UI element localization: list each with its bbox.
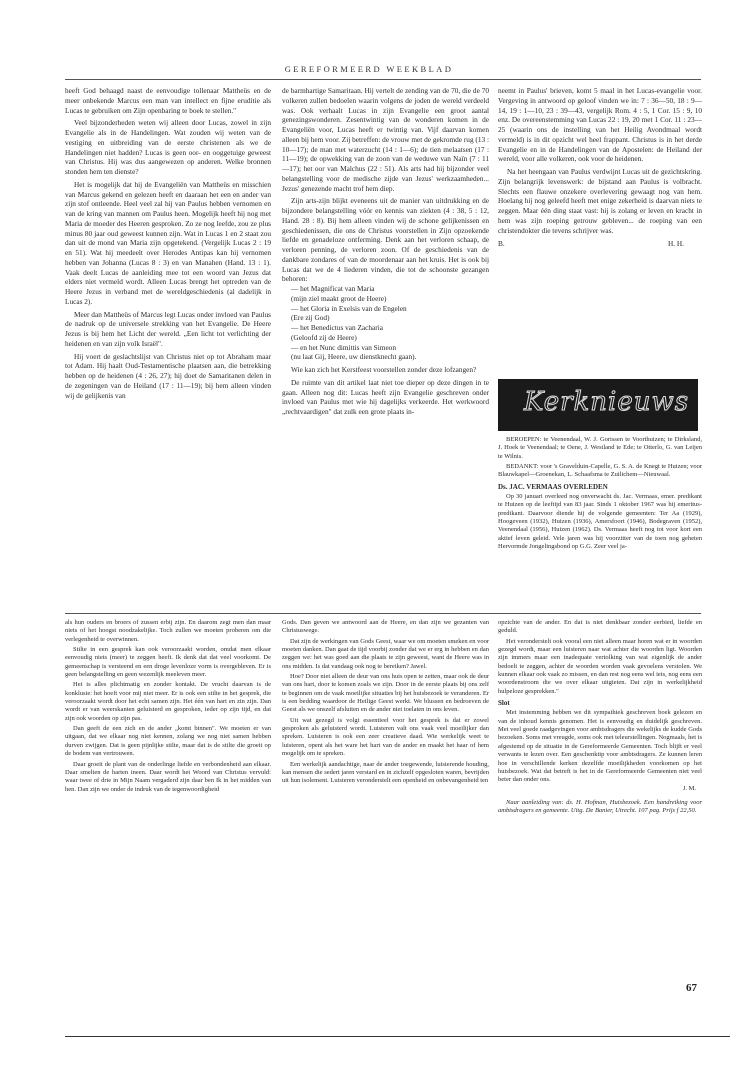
paragraph: Hij voert de geslachtslijst van Christus niet op tot Abraham maar tot Adam. Hij haalt Oud-Testamentische plaatsen aan, die betrekking hebben op de heidenen (4 : 26, 27); hij doet de Samaritanen delen in de zegeningen van de Heiland (17 : 11—19); bij hem alleen vinden wij de gelijkenis van <box>65 351 271 400</box>
header-rule <box>65 79 701 80</box>
paragraph: Een werkelijk aandachtige, naar de ander toegewende, luisterende houding, kan mensen die sedert jaren verstard en in zichzelf opgesloten waren, bevrijden uit hun isolement. Luisteren veronderstelt een openheid en onbevangenheid ten <box>282 760 489 785</box>
song-item: — het Gloria in Exelsis van de Engelen <box>291 303 407 313</box>
church-news <box>498 436 702 610</box>
upper-column-1 <box>65 86 271 608</box>
slot-body: Met instemming hebben we dit sympathiek geschreven boek gelezen en van de inhoud kennis genomen. Het is eenvoudig en duidelijk geschreven. Met veel goede raadgevingen voor ambtsdragers die wekelijks de kudde Gods bezoeken. Soms met vreugde, soms ook met teleurstellingen. Nogmaals, het is afgestemd op de situatie in de Gereformeerde Gemeenten. Toch blijft er veel verwants te lezen over. Een geschenktip voor ambtsdragers. Ze kunnen leren hoe in verschillende kerken dezelfde moeilijkheden voorkomen op het huisbezoek. Wat dat betreft is het in de Gereformeerde Gemeenten niet veel beter dan onder ons. <box>498 709 702 784</box>
obituary-heading: Ds. JAC. VERMAAS OVERLEDEN <box>498 482 608 491</box>
paragraph: Dan geeft de een zich en de ander „komt binnen". We moeten er van uitgaan, dat we elkaar nog niet kennen, zolang we nog niet samen hebben durven zwijgen. Dat is geen pijnlijke stilte, maar dat is de stilte die groeit op de bodem van vertrouwen. <box>65 725 271 758</box>
paragraph: heeft God behaagd naast de eenvoudige tollenaar Mattheüs en de meer onbekende Marcus een man van intellect en fijne eruditie als Lucas te gebruiken om Zijn openbaring te boek te stellen." <box>65 86 271 115</box>
paragraph: De ruimte van dit artikel laat niet toe dieper op deze dingen in te gaan. Alleen nog dit: Lucas heeft zijn Evangelie geschreven onder invloed van Paulus met wie hij dagelijks verkeerde. Het werkwoord „rechtvaardigen" dat zulk een grote plaats in- <box>282 377 489 416</box>
obituary-body: Op 30 januari overleed nog onverwacht ds. Jac. Vermaas, emer. predikant te Huizen op de leeftijd van 83 jaar. Sinds 1 oktober 1967 was hij emeritus-predikant. Daarvoor diende hij de volgende gemeenten: Ter Aa (1929), Hoogeveen (1932), Huizen (1936), Amersfoort (1946), Bodegraven (1952), Veenendaal (1956), Huizen (1962). Ds. Vermaas heeft nog tot voor kort een aktief leven geleid. Vele jaren was hij voorzitter van de toen nog geheten Hervormde Jongelingsbond op G.G. Zeer veel ja- <box>498 493 702 551</box>
paragraph: als hun ouders en broers of zussen erbij zijn. En daarom zegt men dan maar niets of het hoogst noodzakelijke. Toch zullen we moeten proberen om die verlegenheid te overwinnen. <box>65 619 271 643</box>
paragraph: Stilte in een gesprek kan ook veroorzaakt worden, omdat men elkaar eenvoudig niets (meer) te zeggen heeft. Ik denk dat dat veel voorkomt. De gemeenschap is versteend en een droge levenloze vorm is overgebleven. Er is geen belangstelling en geen wezenlijk meeleven meer. <box>65 646 271 679</box>
paragraph: Het is alles plichtmatig en zonder kontakt. De vrucht daarvan is de konklusie: het hoeft voor mij niet meer. Er is ook een stilte in het gesprek, die veroorzaakt wordt door het echt samen zijn. Het één van hart en zin zijn. Dan wordt er van weerskanten geluisterd en gesproken, ieder op zijn tijd, en dat zijn ook woorden op zijn pas. <box>65 681 271 722</box>
song-item: — het Benedictus van Zacharia <box>291 323 383 332</box>
song-item: — het Magnificat van Maria <box>291 284 375 293</box>
page-number: 67 <box>686 982 697 994</box>
paragraph: BEDANKT: voor 's Gravelduin-Capelle, G. S. A. de Knegt te Huizen; voor Blauwkapel—Groenekan, L. Schaafsma te Zuilichem—Nieuwaal. <box>498 463 702 479</box>
paragraph: Meer dan Mattheüs of Marcus legt Lucas onder invloed van Paulus de nadruk op de universele strekking van het Evangelie. De Heere Jezus is bij hem het Licht der wereld. „Een licht tot verlichting der heidenen en van zijn volk Israël". <box>65 309 271 348</box>
lower-column-1 <box>65 619 271 967</box>
paragraph: Dat zijn de werkingen van Gods Geest, waar we om moeten smeken en voor moeten danken. Dan gaat de tijd voorbij zonder dat we er erg in hebben en dan zeggen we: het was goed aan die plaats te zijn geweest, want de Heere was in ons midden. Is dat vandaag ook nog te bereiken? Jawel. <box>282 637 489 670</box>
footer-rule <box>65 1036 730 1037</box>
song-item: — en het Nunc dimittis van Simeon <box>291 342 396 352</box>
paragraph: Wie kan zich het Kerstfeest voorstellen zonder deze lofzangen? <box>291 365 477 374</box>
upper-column-2 <box>282 86 489 608</box>
paragraph: Veel bijzonderheden weten wij alleen door Lucas, zowel in zijn Evangelie als in de Handelingen. Wat zouden wij weten van de vestiging en uitbreiding van de eerste christenen als we de Handelingen niet hadden? Lucas is geen oor- en ooggetuige geweest van Christus. Hij was dus aangewezen op anderen. Welke bronnen stonden hem ten dienste? <box>65 118 271 176</box>
song-item: (nu laat Gij, Heere, uw dienstknecht gaan). <box>291 352 417 362</box>
songs-list <box>282 284 489 362</box>
paragraph: Zijn arts-zijn blijkt eveneens uit de manier van uitdrukking en de bijzondere belangstelling vóór en kennis van ziekten (4 : 38, 5 : 12, Hand. 28 : 8). Bij hem alleen vinden wij de schone gelijkenissen en geschiedenissen, die ons de Christus voorstellen in Zijn opzoekende liefde en genadeloze ontferming. Denk aan het verloren schaap, de verloren penning, de verloren zoon. Of de geschiedenis van de dankbare zondares of van de moordenaar aan het kruis. Het is ook bij Lucas dat we de 4 liederen vinden, die tot de schoonste gezangen behoren: <box>282 196 489 284</box>
paragraph: Daar groeit de plant van de onderlinge liefde en verbondenheid aan elkaar. Daar smelten de harten ineen. Daar wordt het Woord van Christus vervuld: waar twee of drie in Mijn Naam vergaderd zijn daar ben Ik in het midden van hen. Dan zijn we onder de indruk van de tegenwoordigheid <box>65 760 271 793</box>
paragraph: BEROEPEN: te Veenendaal, W. J. Gorissen te Voorthuizen; te Dirksland, J. Hoek te Veenendaal; te Oene, J. Westland te Ede; te Otterlo, G. van Leijen te Wilnis. <box>498 436 702 460</box>
paragraph: Hoe? Door niet alleen de deur van ons huis open te zetten, maar ook de deur van ons hart, door te komen zoals we zijn. Door in de eerste plaats bij ons zelf te beginnen om de vaak moeilijke situaties bij het huisbezoek te veranderen. Er is een bedding waardoor de Heilige Geest werkt. We blussen en bedroeven de Geest als we onszelf afsluiten en de ander niet toelaten in ons leven. <box>282 673 489 714</box>
paragraph: de barmhartige Samaritaan. Hij vertelt de zending van de 70, die de 70 volkeren zullen bedoelen waarin volgens de joden de wereld verdeeld was. Ook verhaalt Lucas in zijn Evangelie een groot aantal genezingswonderen. Zesentwintig van de wonderen komen in de Evangeliën voor, Lucas heeft er twintig van. Vijf daarvan komen alleen bij hem voor. Zij betreffen: de vrouw met de gekromde rug (13 : 10—17); de man met waterzucht (14 : 1—6); de tien melaatsen (17 : 11—19); de opwekking van de zoon van de weduwe van Naïn (7 : 11—17); het oor van Malchus (22 : 51). Als arts had hij bijzonder veel belangstelling voor de medische zijde van Jezus' werkzaamheden... Jezus' genezende macht trof hem diep. <box>282 86 489 193</box>
kerknieuws-banner <box>498 379 698 431</box>
paragraph: Het veronderstelt ook vooral een niet alleen maar horen wat er in woorden gezegd wordt, maar een luisteren naar wat achter die woorden ligt. Woorden zijn immers maar een inadequate vertolking van wat eigenlijk de ander bedoelt te zeggen, achter de woorden worden vaak gevoelens verstolen. We kunnen elkaar ook vaak zo missen, en dan rest nog eens wel iets, nog eens een woordenstroom die we over elkaar uitgieten. Dat zijn in werkelijkheid hulpeloze gesprekken." <box>498 637 702 695</box>
running-title: GEREFORMEERD WEEKBLAD <box>284 64 454 74</box>
lower-column-2 <box>282 619 489 967</box>
book-note: Naar aanleiding van: ds. H. Hofman, Huisbezoek. Een handreiking voor ambtsdragers en gemeente. Uitg. De Banier, Utrecht. 107 pag. Prijs f 22,50. <box>498 798 702 815</box>
paragraph: Na het heengaan van Paulus verdwijnt Lucas uit de gezichtskring. Zijn belangrijk levenswerk: de bijstand aan Paulus is volbracht. Slechts een flauwe onzekere overlevering gewaagt nog van hem. Hoelang hij nog geleefd heeft met enige zekerheid is daarvan niets te zeggen. Maar één ding staat vast: hij is zolang er leven en kracht in hem was zijn roeping getrouw gebleven... de roeping van een christendokter die tevens schrijver was. <box>498 167 702 235</box>
upper-column-3 <box>498 86 702 376</box>
song-item: (Ere zij God) <box>291 313 330 323</box>
section-divider <box>65 613 701 614</box>
lower-column-3 <box>498 619 702 981</box>
paragraph: opzichte van de ander. En dat is niet denkbaar zonder eerbied, liefde en geduld. <box>498 619 702 635</box>
kerknieuws-title: Kerknieuws <box>524 387 690 417</box>
paragraph: Het is mogelijk dat hij de Evangeliën van Mattheüs en misschien van Marcus gekend en gelezen heeft en daaraan het een en ander van zijn stof ontleende. Heel veel zal hij van Paulus hebben vernomen en van de kring van mannen om Paulus heen. Mogelijk heeft hij nog met Maria de moeder des Heeren gesproken. Zo ze nog leefde, zou ze plus minus 80 jaar oud geweest kunnen zijn. Wat in Lucas 1 en 2 staat zou dan uit de mond van Maria zijn opgetekend. (Vergelijk Lucas 2 : 19 en 51). Wat hij meedeelt over Herodes Antipas kan hij vernomen hebben van Johanna (Lucas 8 : 3) en van Manahen (Hand. 13 : 1). Vaak deelt Lucas de aanleiding mee tot een woord van Jezus dat elders niet vermeld wordt. Alleen Lucas brengt het optreden van de Heere Jezus in verband met de wereldgeschiedenis (al dadelijk in Lucas 2). <box>65 179 271 306</box>
slot-signature: J. M. <box>682 784 696 792</box>
paragraph: Gods. Dan geven we antwoord aan de Heere, en dan zijn we gezanten van Christuswege. <box>282 619 489 635</box>
song-item: (mijn ziel maakt groot de Heere) <box>291 293 387 303</box>
slot-heading: Slot <box>498 699 510 708</box>
song-item: (Geloofd zij de Heere) <box>291 332 357 342</box>
signature-left: B. <box>498 239 505 249</box>
paragraph: neemt in Paulus' brieven, komt 5 maal in het Lucas-evangelie voor. Vergeving in antwoord op geloof vinden we in: 7 : 36—50, 18 : 9—14, 19 : 1—10, 23 : 39—43, vergelijk Rom. 4 : 5, 1 Cor. 15 : 9, 10 enz. De overeenstemming van Lucas 22 : 19, 20 met 1 Cor. 11 : 23—25 (waarin ons de instelling van het Heilig Avondmaal wordt vermeld) is in dit opzicht wel heel frappant. Christus is in het derde Evangelie en in de Handelingen van de Apostelen: de Heiland der wereld, voor alle volkeren, ook voor de heidenen. <box>498 86 702 164</box>
paragraph: Uit wat gezegd is volgt essentieel voor het gesprek is dat er zowel gesproken als geluisterd wordt. Luisteren valt ons vaak veel moeilijker dan spreken. Luisteren is ook een zeer creatieve daad. Wie werkelijk weet te luisteren, opent als het ware het hart van de ander en maakt het haar of hem mogelijk om te spreken. <box>282 716 489 758</box>
article-signature <box>498 239 702 249</box>
signature-right: H. H. <box>667 239 684 249</box>
